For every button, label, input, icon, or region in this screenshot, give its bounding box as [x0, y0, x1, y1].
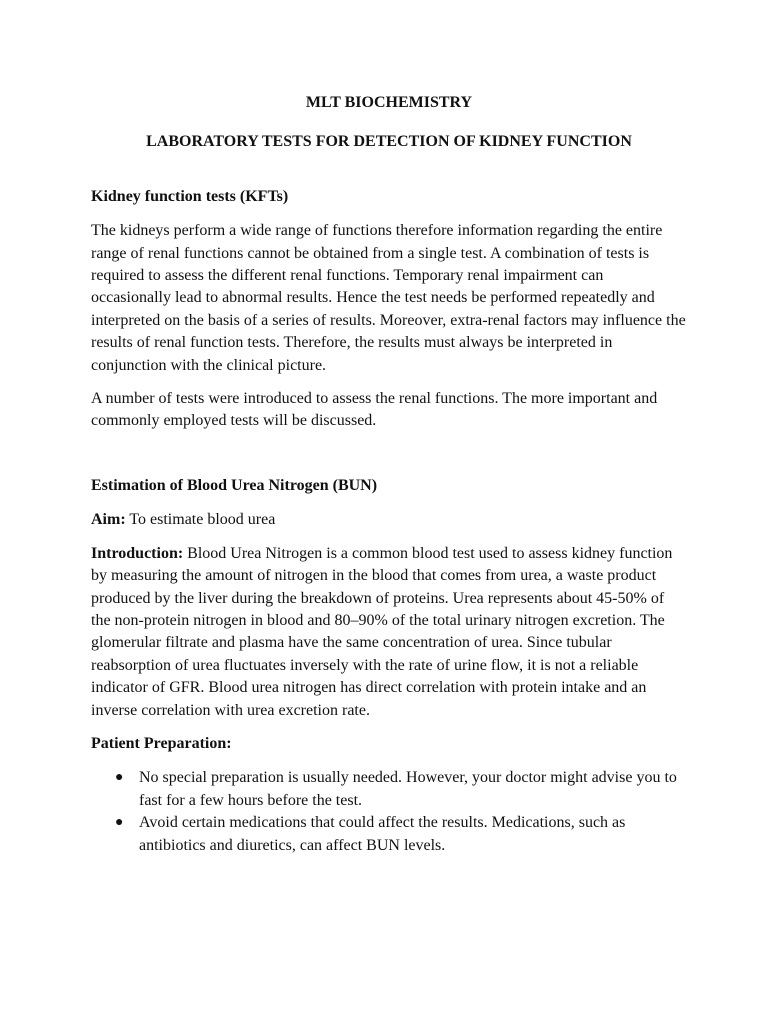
list-item [115, 812, 687, 857]
patient-preparation-list [91, 767, 687, 857]
list-item-text: No special preparation is usually needed. However, your doctor might advise you to fast for a few hours before the test. [139, 769, 677, 809]
document-subtitle: LABORATORY TESTS FOR DETECTION OF KIDNEY FUNCTION [146, 133, 632, 151]
bun-heading: Estimation of Blood Urea Nitrogen (BUN) [91, 476, 378, 494]
aim-label: Aim: [91, 511, 126, 529]
kft-paragraph-1: The kidneys perform a wide range of functions therefore information regarding the entire range of renal functions cannot be obtained from a single test. A combination of tests is required to assess the different renal functions. Temporary renal impairment can occasionally lead to abnormal results. Hence the test needs be performed repeatedly and interpreted on the basis of a series of results. Moreover, extra-renal factors may influence the results of renal function tests. Therefore, the results must always be interpreted in conjunction with the clinical picture. [91, 222, 686, 374]
introduction-paragraph [91, 543, 687, 722]
list-item [115, 767, 687, 812]
introduction-label: Introduction: [91, 544, 184, 562]
aim-text: To estimate blood urea [125, 511, 276, 529]
patient-preparation-heading: Patient Preparation: [91, 734, 232, 752]
document-page [91, 92, 687, 857]
kft-heading: Kidney function tests (KFTs) [91, 187, 289, 205]
list-item-text: Avoid certain medications that could affect the results. Medications, such as antibiotics and diuretics, can affect BUN levels. [139, 814, 626, 854]
document-title: MLT BIOCHEMISTRY [305, 94, 473, 111]
kft-paragraph-2: A number of tests were introduced to assess the renal functions. The more important and commonly employed tests will be discussed. [91, 390, 658, 430]
aim-paragraph [91, 509, 687, 531]
bullet-icon: ● [115, 770, 124, 786]
introduction-text: Blood Urea Nitrogen is a common blood test used to assess kidney function by measuring the amount of nitrogen in the blood that comes from urea, a waste product produced by the liver during the breakdown of proteins. Urea represents about 45-50% of the non-protein nitrogen in blood and 80–90% of the total urinary nitrogen excretion. The glomerular filtrate and plasma have the same concentration of urea. Since tubular reabsorption of urea fluctuates inversely with the rate of urine flow, it is not a reliable indicator of GFR. Blood urea nitrogen has direct correlation with protein intake and an inverse correlation with urea excretion rate. [91, 544, 673, 719]
bullet-icon: ● [115, 815, 124, 831]
